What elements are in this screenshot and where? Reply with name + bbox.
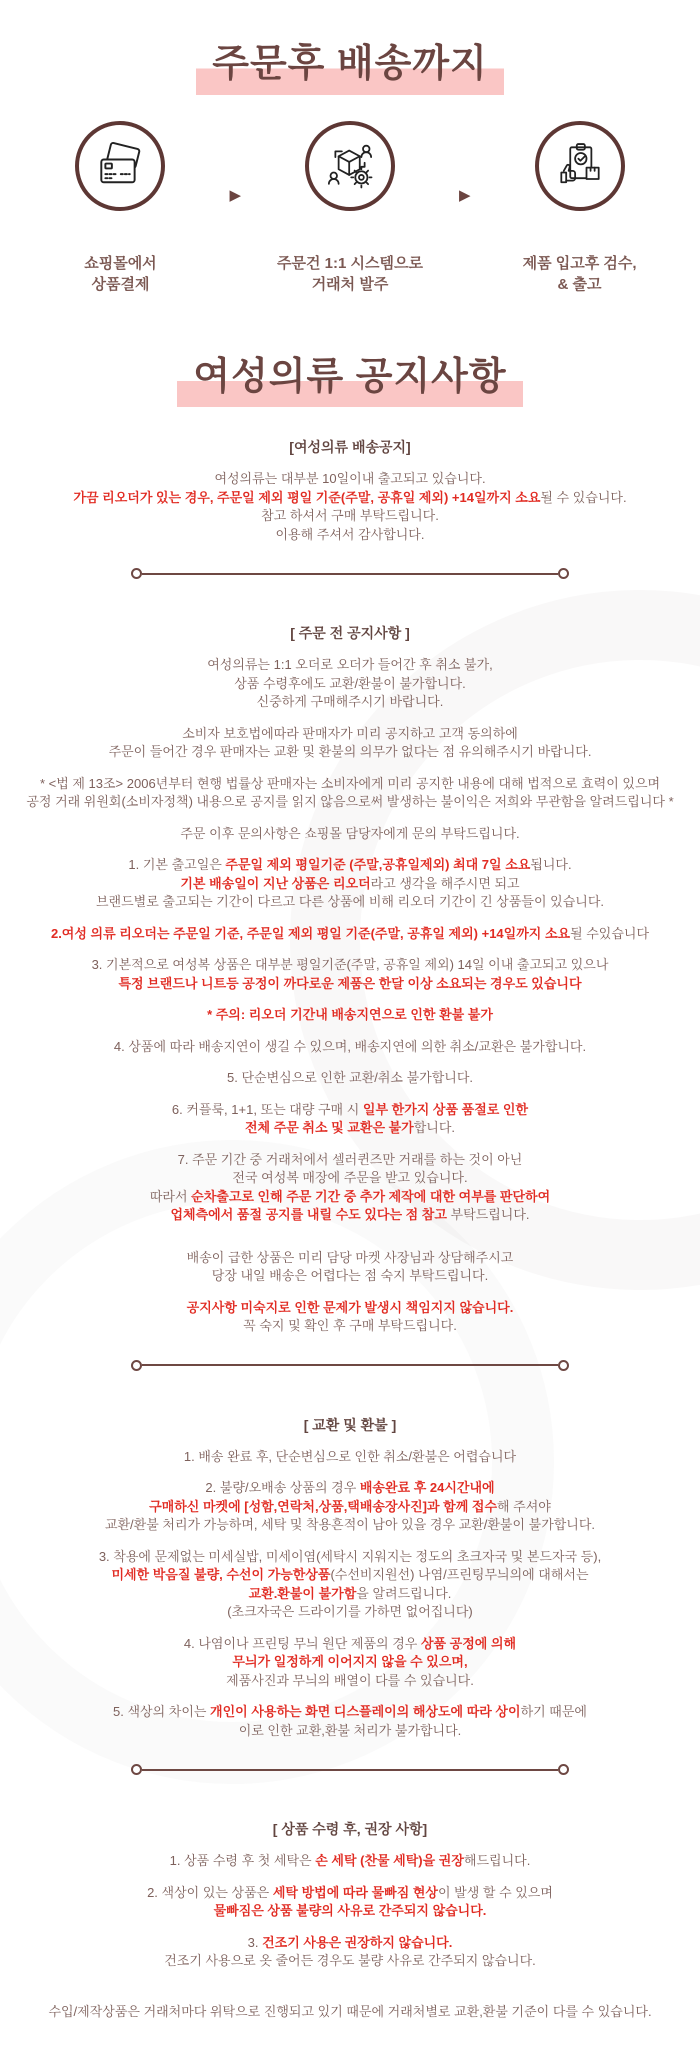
- body-text: 배송이 급한 상품은 미리 담당 마켓 사장님과 상담해주시고: [186, 1249, 514, 1265]
- paragraph: [0, 1299, 700, 1336]
- paragraph: [0, 656, 700, 712]
- emphasis-text: 기본 배송일이 지난 상품은 리오더: [180, 875, 371, 891]
- text-line: [0, 1299, 700, 1318]
- body-text: * <법 제 13조> 2006년부터 현행 법률상 판매자는 소비자에게 미리 공지한 내용에 대해 법적으로 효력이 있으며: [39, 775, 661, 791]
- divider-dot-left: [131, 568, 142, 579]
- step-order-system-label: [267, 253, 433, 295]
- body-text: 상품 수령후에도 교환/환불이 불가합니다.: [234, 675, 466, 691]
- text-line: [0, 1188, 700, 1207]
- text-line: [0, 1249, 700, 1268]
- emphasis-text: 세탁 방법에 따라 물빠짐 현상: [272, 1884, 438, 1900]
- text-line: [0, 1566, 700, 1585]
- step-inspection-label-top: 제품 입고후 검수,: [522, 254, 637, 272]
- emphasis-text: 공지사항 미숙지로 인한 문제가 발생시 책임지지 않습니다.: [186, 1299, 514, 1315]
- body-text: 7. 주문 기간 중 거래처에서 셀러퀸즈만 거래를 하는 것이 아닌: [177, 1151, 523, 1167]
- body-text: 참고 하셔서 구매 부탁드립니다.: [261, 508, 439, 524]
- body-text: 소비자 보호법에따라 판매자가 미리 공지하고 고객 동의하에: [182, 725, 518, 741]
- emphasis-text: 미세한 박음질 불량, 수선이 가능한상품: [111, 1567, 331, 1583]
- step-order-system: [267, 121, 433, 295]
- body-text: 해드립니다.: [463, 1853, 531, 1869]
- body-text: (수선비지원선) 나염/프린팅무늬의에 대해서는: [330, 1567, 589, 1583]
- paragraph: [0, 1151, 700, 1225]
- text-line: [0, 526, 700, 545]
- divider-dot-left: [131, 1764, 142, 1775]
- step-order-system-label-top: 주문건 1:1 시스템으로: [277, 254, 423, 272]
- body-text: 4. 상품에 따라 배송지연이 생길 수 있으며, 배송지연에 의한 취소/교환은 불가합니다.: [113, 1038, 587, 1054]
- emphasis-text: 개인이 사용하는 화면 디스플레이의 해상도에 따라 상이: [210, 1704, 521, 1720]
- text-line: [0, 1169, 700, 1188]
- text-line: [0, 1934, 700, 1953]
- section-header: [ 상품 수령 후, 권장 사항]: [272, 1821, 428, 1838]
- text-line: [0, 793, 700, 812]
- paragraph: [0, 956, 700, 993]
- page-title-text: 주문후 배송까지: [196, 40, 504, 95]
- paragraph: [0, 470, 700, 544]
- body-text: 제품사진과 무늬의 배열이 다를 수 있습니다.: [226, 1672, 474, 1688]
- body-text: 이용해 주셔서 감사합니다.: [275, 526, 425, 542]
- step-payment-label-bottom: 상품결제: [91, 275, 150, 293]
- text-line: [0, 1038, 700, 1057]
- body-text: 1. 배송 완료 후, 단순변심으로 인한 취소/환불은 어렵습니다: [183, 1448, 517, 1464]
- step-payment-label-top: 쇼핑몰에서: [84, 254, 157, 272]
- body-text: 따라서: [149, 1188, 192, 1204]
- body-text: 여성의류는 대부분 10일이내 출고되고 있습니다.: [214, 471, 486, 487]
- body-text: 6. 커플룩, 1+1, 또는 대량 구매 시: [171, 1101, 363, 1117]
- body-text: 라고 생각을 해주시면 되고: [370, 875, 520, 891]
- arrow-right-icon: ▶: [459, 186, 471, 204]
- body-text: 당장 내일 배송은 어렵다는 점 숙지 부탁드립니다.: [211, 1268, 489, 1284]
- emphasis-text: 구매하신 마켓에 [성함,연락처,상품,택배송장사진]과 함께 접수: [149, 1498, 498, 1514]
- paragraph: [0, 1548, 700, 1622]
- notice-title-text: 여성의류 공지사항: [177, 353, 522, 408]
- emphasis-text: 전체 주문 취소 및 교환은 불가: [244, 1120, 414, 1136]
- paragraph: [0, 775, 700, 812]
- body-text: 3.: [247, 1934, 263, 1950]
- step-inspection-label-bottom: & 출고: [557, 275, 602, 293]
- text-line: [0, 1548, 700, 1567]
- emphasis-text: 배송완료 후 24시간내에: [359, 1480, 495, 1496]
- paragraph: [0, 825, 700, 844]
- body-text: 5. 단순변심으로 인한 교환/취소 불가합니다.: [227, 1070, 473, 1086]
- text-line: [0, 1516, 700, 1535]
- page-title: [0, 40, 700, 95]
- footer-note: 수입/제작상품은 거래처마다 위탁으로 진행되고 있기 때문에 거래처별로 교환,환불 기준이 다를 수 있습니다.: [48, 2003, 652, 2019]
- section-divider: [131, 1764, 569, 1775]
- text-line: [0, 875, 700, 894]
- text-line: [0, 693, 700, 712]
- body-text: 해 주셔야: [497, 1498, 551, 1514]
- divider-dot-right: [558, 1360, 569, 1371]
- text-line: [0, 1151, 700, 1170]
- text-line: [0, 507, 700, 526]
- body-text: 3. 착용에 문제없는 미세실밥, 미세이염(세탁시 지워지는 정도의 초크자국 및 본드자국 등),: [98, 1548, 602, 1564]
- paragraph: [0, 856, 700, 912]
- text-line: [0, 856, 700, 875]
- text-line: [0, 1448, 700, 1467]
- divider-dot-right: [558, 568, 569, 579]
- body-text: 1. 기본 출고일은: [128, 857, 226, 873]
- text-line: [0, 675, 700, 694]
- divider-dot-right: [558, 1764, 569, 1775]
- body-text: 주문이 들어간 경우 판매자는 교환 및 환불의 의무가 없다는 점 유의해주시기 바랍니다.: [108, 744, 592, 760]
- notice-title: [0, 353, 700, 408]
- emphasis-text: 손 세탁 (찬물 세탁)을 권장: [315, 1853, 464, 1869]
- body-text: 5. 색상의 차이는: [113, 1704, 211, 1720]
- text-line: [0, 1206, 700, 1225]
- text-line: [0, 1267, 700, 1286]
- divider-line: [142, 1364, 558, 1366]
- body-text: 교환/환불 처리가 가능하며, 세탁 및 착용흔적이 남아 있을 경우 교환/환불이 불가합니다.: [104, 1517, 596, 1533]
- body-text: 여성의류는 1:1 오더로 오더가 들어간 후 취소 불가,: [207, 657, 493, 673]
- section-exchange-refund: [0, 1415, 700, 1741]
- paragraph: [0, 1852, 700, 1871]
- arrow-right-icon: ▶: [229, 186, 241, 204]
- text-line: [0, 489, 700, 508]
- text-line: [0, 775, 700, 794]
- paragraph: [0, 1934, 700, 1971]
- text-line: [0, 1585, 700, 1604]
- text-line: [0, 1006, 700, 1025]
- step-inspection-shipping: [497, 121, 663, 295]
- text-line: [0, 725, 700, 744]
- body-text: 을 알려드립니다.: [356, 1585, 452, 1601]
- step-inspection-shipping-label: [497, 253, 663, 295]
- text-line: [0, 956, 700, 975]
- text-line: [0, 1902, 700, 1921]
- paragraph: [0, 1006, 700, 1025]
- body-text: 됩니다.: [530, 857, 572, 873]
- text-line: [0, 1069, 700, 1088]
- body-text: 브랜드별로 출고되는 기간이 다르고 다른 상품에 비해 리오더 기간이 긴 상품들이 있습니다.: [96, 894, 604, 910]
- emphasis-text: 업체측에서 품절 공지를 내릴 수도 있다는 점 참고: [170, 1207, 447, 1223]
- order-process-steps: [0, 121, 700, 295]
- body-text: 하기 때문에: [520, 1704, 587, 1720]
- body-text: 신중하게 구매해주시기 바랍니다.: [256, 694, 444, 710]
- emphasis-text: 특정 브랜드나 니트등 공정이 까다로운 제품은 한달 이상 소요되는 경우도 있습니다: [118, 975, 582, 991]
- text-line: [0, 1479, 700, 1498]
- section-divider: [131, 568, 569, 579]
- body-text: 2. 색상이 있는 상품은: [147, 1884, 273, 1900]
- text-line: [0, 656, 700, 675]
- text-line: [0, 743, 700, 762]
- paragraph: [0, 1038, 700, 1057]
- emphasis-text: 순차출고로 인해 주문 기간 중 추가 제작에 대한 여부를 판단하여: [191, 1188, 551, 1204]
- section-header: [ 주문 전 공지사항 ]: [290, 625, 410, 642]
- body-text: 공정 거래 위원회(소비자정책) 내용으로 공지를 읽지 않음으로써 발생하는 불이익은 저희와 무관함을 알려드립니다 *: [26, 794, 674, 810]
- credit-card-icon: [75, 121, 165, 211]
- divider-line: [142, 1769, 558, 1771]
- section-after-receipt-recommendation: [0, 1819, 700, 1971]
- text-line: [0, 925, 700, 944]
- text-line: [0, 1722, 700, 1741]
- paragraph: [0, 1635, 700, 1691]
- text-line: [0, 1119, 700, 1138]
- text-line: [0, 1101, 700, 1120]
- section-header: [ 교환 및 환불 ]: [303, 1416, 397, 1433]
- notice-sections: [0, 437, 700, 1971]
- body-text: 합니다.: [413, 1120, 456, 1136]
- text-line: [0, 1498, 700, 1517]
- order-system-icon: [305, 121, 395, 211]
- body-text: 4. 나염이나 프린팅 무늬 원단 제품의 경우: [183, 1635, 421, 1651]
- paragraph: [0, 1884, 700, 1921]
- inspection-shipping-icon: [535, 121, 625, 211]
- step-order-system-label-bottom: 거래처 발주: [311, 275, 389, 293]
- text-line: [0, 1703, 700, 1722]
- body-text: 이로 인한 교환,환불 처리가 불가합니다.: [238, 1722, 462, 1738]
- body-text: 될 수 있습니다.: [540, 489, 627, 505]
- divider-dot-left: [131, 1360, 142, 1371]
- body-text: 3. 기본적으로 여성복 상품은 대부분 평일기준(주말, 공휴일 제외) 14일 이내 출고되고 있으나: [91, 957, 609, 973]
- paragraph: [0, 1101, 700, 1138]
- emphasis-text: 무늬가 일정하게 이어지지 않을 수 있으며,: [232, 1654, 468, 1670]
- emphasis-text: 일부 한가지 상품 품절로 인한: [362, 1101, 529, 1117]
- body-text: 전국 여성복 매장에 주문을 받고 있습니다.: [232, 1170, 468, 1186]
- body-text: (초크자국은 드라이기를 가하면 없어집니다): [227, 1604, 473, 1620]
- body-text: 건조기 사용으로 옷 줄어든 경우도 불량 사유로 간주되지 않습니다.: [164, 1953, 536, 1969]
- body-text: 꼭 숙지 및 확인 후 구매 부탁드립니다.: [243, 1318, 457, 1334]
- text-line: [0, 1884, 700, 1903]
- paragraph: [0, 725, 700, 762]
- text-line: [0, 893, 700, 912]
- step-payment-label: [37, 253, 203, 295]
- emphasis-text: 물빠짐은 상품 불량의 사유로 간주되지 않습니다.: [213, 1903, 487, 1919]
- section-shipping-notice: [0, 437, 700, 544]
- text-line: [0, 1653, 700, 1672]
- body-text: 주문 이후 문의사항은 쇼핑몰 담당자에게 문의 부탁드립니다.: [180, 825, 520, 841]
- text-line: [0, 1635, 700, 1654]
- paragraph: [0, 1249, 700, 1286]
- text-line: [0, 1317, 700, 1336]
- paragraph: [0, 925, 700, 944]
- body-text: 될 수있습니다: [570, 925, 650, 941]
- body-text: 부탁드립니다.: [446, 1207, 530, 1223]
- emphasis-text: 상품 공정에 의해: [420, 1635, 517, 1651]
- step-payment: [37, 121, 203, 295]
- divider-line: [142, 573, 558, 575]
- body-text: 2. 불량/오배송 상품의 경우: [205, 1480, 360, 1496]
- emphasis-text: 교환.환불이 불가함: [248, 1585, 357, 1601]
- emphasis-text: 가끔 리오더가 있는 경우, 주문일 제외 평일 기준(주말, 공휴일 제외) +14일까지 소요: [73, 489, 541, 505]
- emphasis-text: 2.여성 의류 리오더는 주문일 기준, 주문일 제외 평일 기준(주말, 공휴일 제외) +14일까지 소요: [50, 925, 571, 941]
- emphasis-text: 주문일 제외 평일기준 (주말,공휴일제외) 최대 7일 소요: [225, 857, 531, 873]
- body-text: 이 발생 할 수 있으며: [438, 1884, 553, 1900]
- section-header: [여성의류 배송공지]: [289, 439, 411, 456]
- section-pre-order-notice: [0, 623, 700, 1336]
- paragraph: [0, 1069, 700, 1088]
- text-line: [0, 1672, 700, 1691]
- text-line: [0, 1952, 700, 1971]
- text-line: [0, 975, 700, 994]
- emphasis-text: 건조기 사용은 권장하지 않습니다.: [262, 1934, 453, 1950]
- paragraph: [0, 1703, 700, 1740]
- paragraph: [0, 1448, 700, 1467]
- text-line: [0, 1852, 700, 1871]
- body-text: 1. 상품 수령 후 첫 세탁은: [169, 1853, 316, 1869]
- text-line: [0, 825, 700, 844]
- section-divider: [131, 1360, 569, 1371]
- text-line: [0, 1603, 700, 1622]
- text-line: [0, 470, 700, 489]
- emphasis-text: * 주의: 리오더 기간내 배송지연으로 인한 환불 불가: [207, 1007, 493, 1023]
- paragraph: [0, 1479, 700, 1535]
